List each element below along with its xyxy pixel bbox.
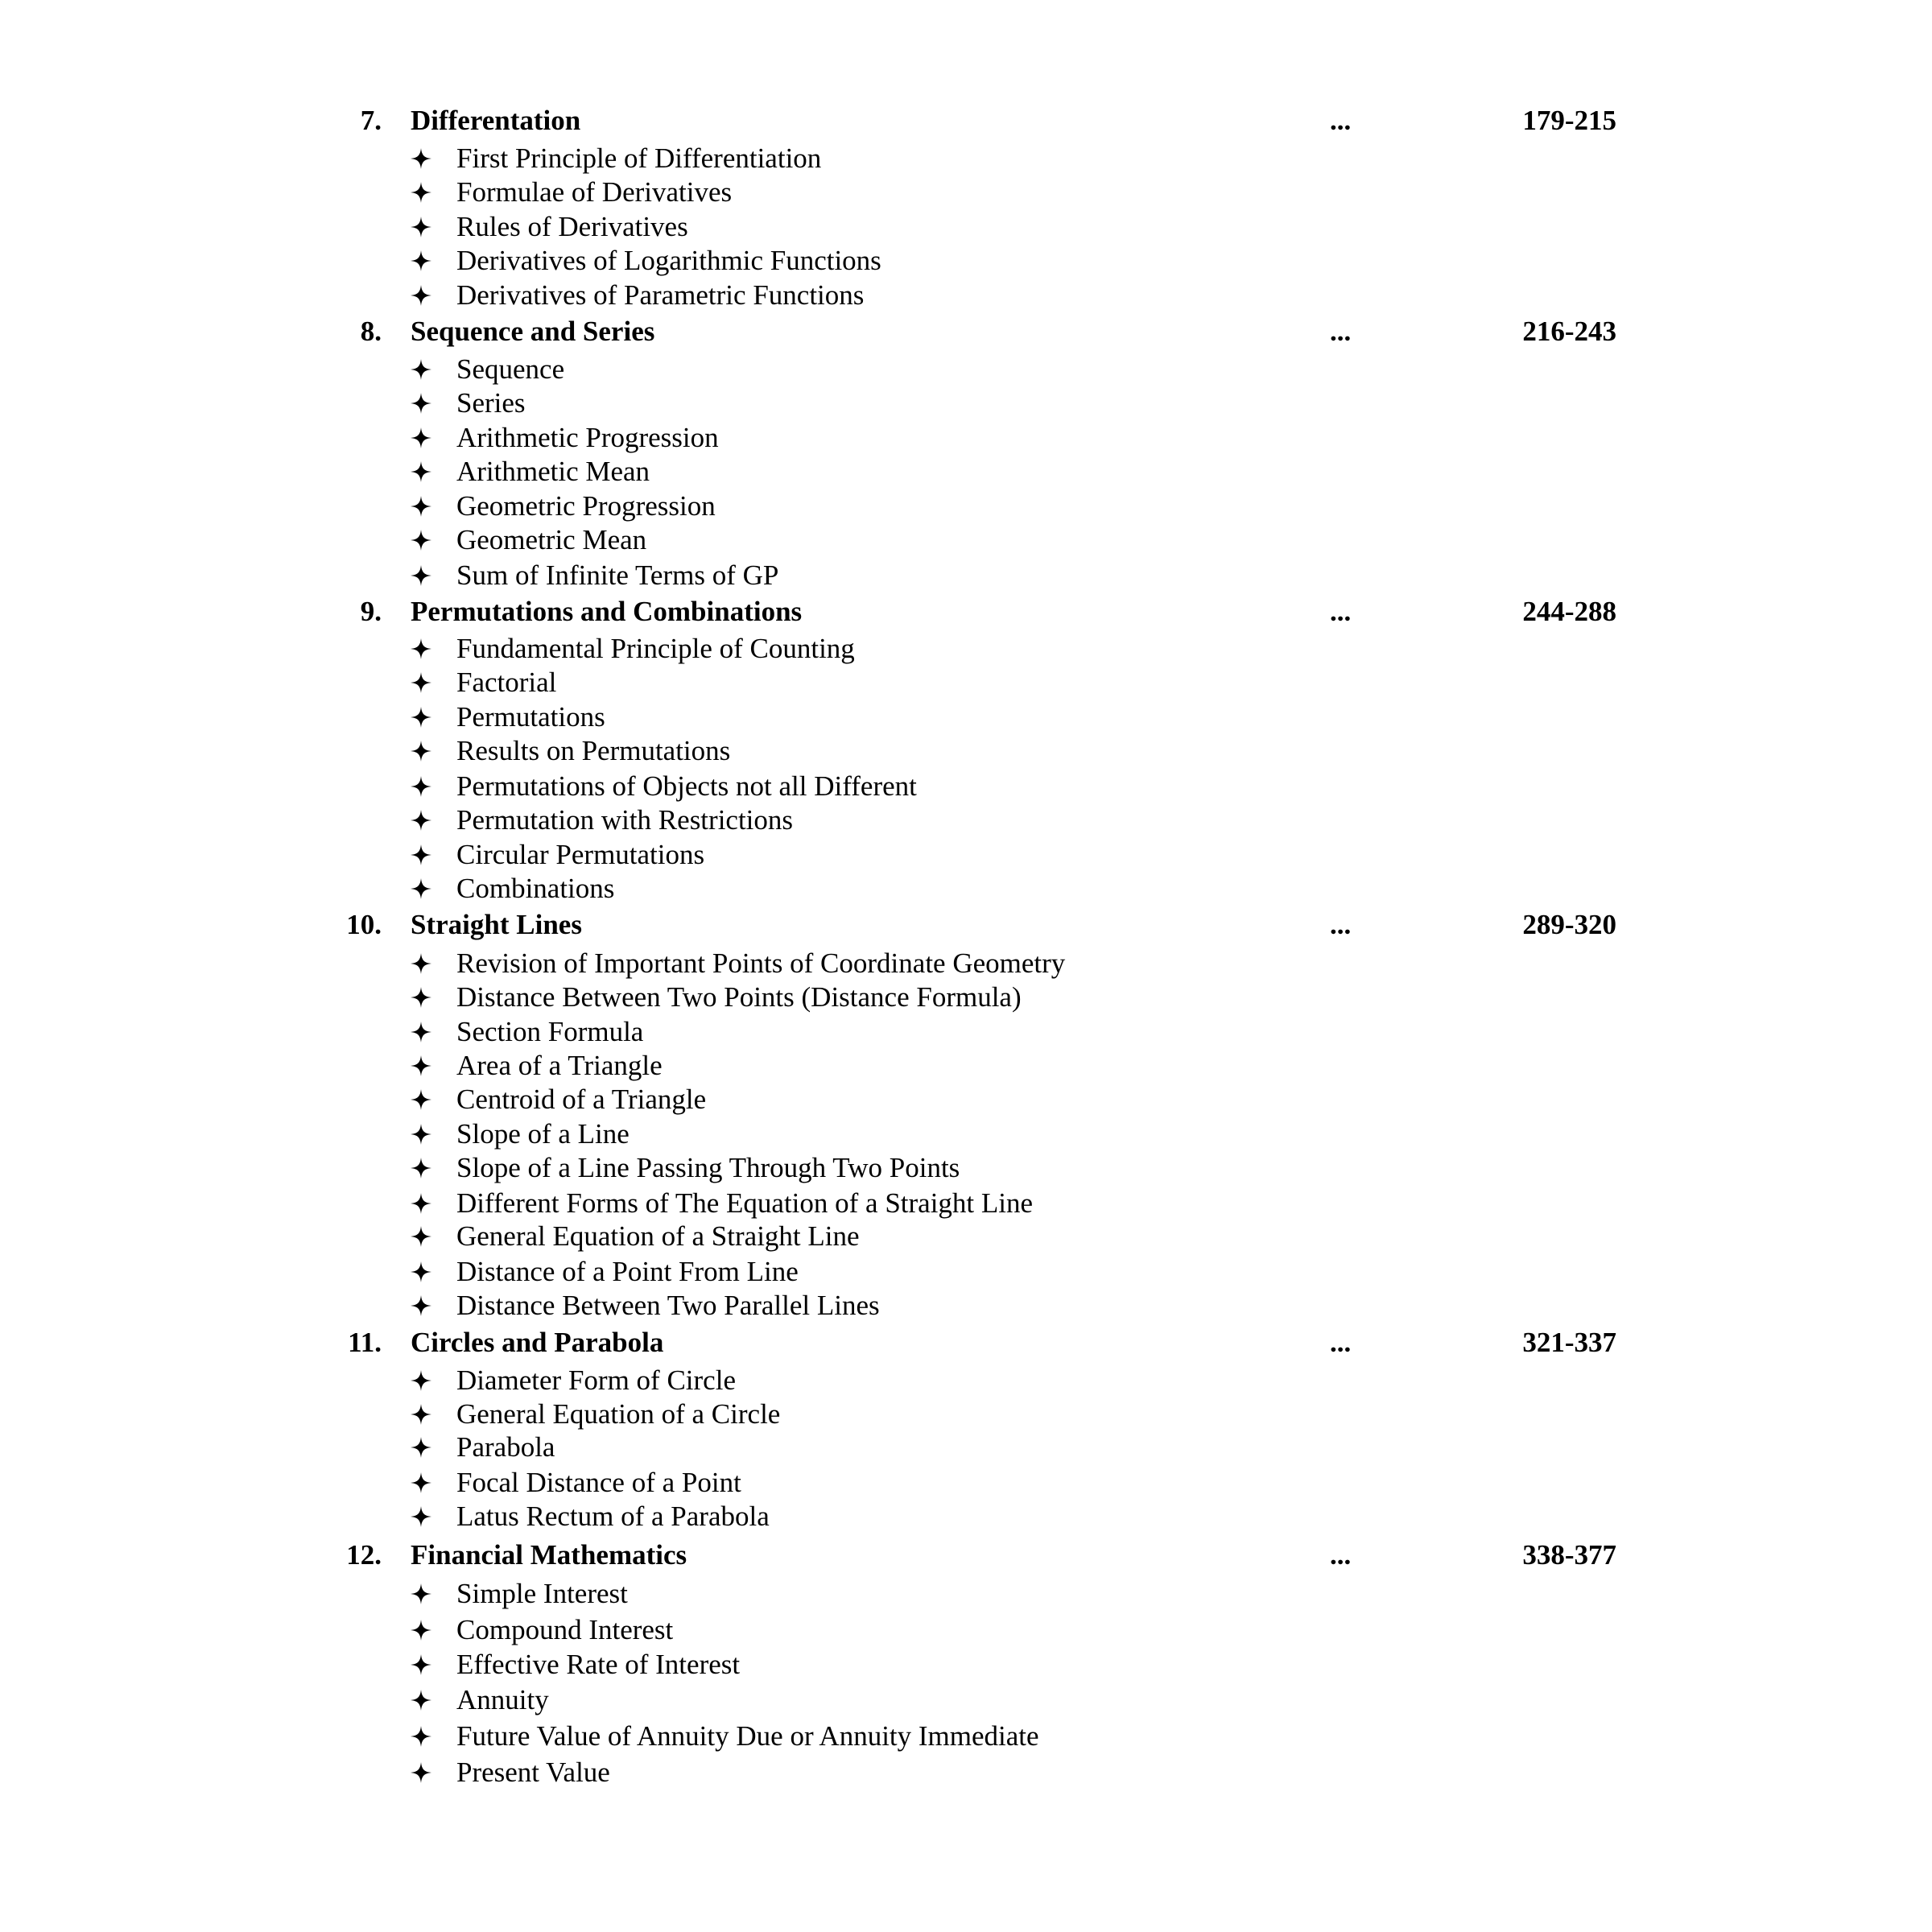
four-pointed-star-icon [411, 530, 431, 551]
chapter-title: Financial Mathematics [411, 1539, 687, 1571]
four-pointed-star-icon [411, 1295, 431, 1316]
four-pointed-star-icon [411, 672, 431, 693]
topic-list-item[interactable] [0, 837, 1932, 873]
four-pointed-star-icon [411, 454, 435, 489]
topic-label: Latus Rectum of a Parabola [456, 1501, 770, 1532]
topic-list-item[interactable] [0, 209, 1932, 245]
topic-list-item[interactable] [0, 1465, 1932, 1501]
four-pointed-star-icon [411, 733, 435, 769]
topic-list-item[interactable] [0, 352, 1932, 387]
four-pointed-star-icon [411, 1690, 431, 1711]
chapter-page-range: 321-337 [1522, 1327, 1616, 1358]
four-pointed-star-icon [411, 987, 431, 1008]
chapter-heading-row-9[interactable] [0, 594, 1932, 630]
topic-label: Focal Distance of a Point [456, 1467, 741, 1498]
topic-label: Fundamental Principle of Counting [456, 633, 855, 664]
chapter-number: 9. [360, 596, 382, 627]
four-pointed-star-icon [411, 352, 435, 387]
topic-label: Sum of Infinite Terms of GP [456, 559, 779, 591]
four-pointed-star-icon [411, 1404, 431, 1425]
four-pointed-star-icon [411, 427, 431, 448]
topic-label: Formulae of Derivatives [456, 176, 733, 208]
four-pointed-star-icon [411, 1117, 435, 1152]
topic-list-item[interactable] [0, 803, 1932, 838]
topic-label: Slope of a Line [456, 1118, 630, 1150]
four-pointed-star-icon [411, 1430, 435, 1465]
topic-list-item[interactable] [0, 1397, 1932, 1432]
topic-label: Geometric Mean [456, 524, 647, 555]
chapter-page-range: 244-288 [1522, 596, 1616, 627]
topic-label: Sequence [456, 353, 565, 385]
topic-label: General Equation of a Straight Line [456, 1220, 860, 1252]
chapter-heading-row-8[interactable] [0, 314, 1932, 349]
four-pointed-star-icon [411, 665, 435, 700]
topic-list-item[interactable] [0, 980, 1932, 1015]
four-pointed-star-icon [411, 217, 431, 237]
chapter-number: 7. [360, 105, 382, 136]
four-pointed-star-icon [411, 741, 431, 762]
four-pointed-star-icon [411, 707, 431, 728]
four-pointed-star-icon [411, 1576, 435, 1612]
chapter-number: 10. [346, 909, 382, 940]
four-pointed-star-icon [411, 1583, 431, 1604]
four-pointed-star-icon [411, 776, 431, 797]
four-pointed-star-icon [411, 182, 431, 203]
topic-list-item[interactable] [0, 1647, 1932, 1682]
topic-list-item[interactable] [0, 946, 1932, 981]
four-pointed-star-icon [411, 1193, 431, 1214]
topic-list-item[interactable] [0, 1576, 1932, 1612]
topic-label: Results on Permutations [456, 735, 731, 766]
four-pointed-star-icon [411, 1726, 431, 1747]
four-pointed-star-icon [411, 496, 431, 517]
four-pointed-star-icon [411, 420, 435, 456]
chapter-title: Permutations and Combinations [411, 596, 803, 627]
four-pointed-star-icon [411, 1261, 431, 1282]
topic-list-item[interactable] [0, 631, 1932, 667]
four-pointed-star-icon [411, 175, 435, 210]
four-pointed-star-icon [411, 871, 435, 906]
four-pointed-star-icon [411, 878, 431, 899]
topic-label: Derivatives of Parametric Functions [456, 279, 865, 311]
four-pointed-star-icon [411, 1499, 435, 1534]
topic-list-item[interactable] [0, 871, 1932, 906]
four-pointed-star-icon [411, 565, 431, 586]
four-pointed-star-icon [411, 461, 431, 482]
four-pointed-star-icon [411, 1254, 435, 1290]
topic-label: Centroid of a Triangle [456, 1084, 707, 1115]
four-pointed-star-icon [411, 803, 435, 838]
four-pointed-star-icon [411, 522, 435, 558]
topic-list-item[interactable] [0, 1363, 1932, 1398]
chapter-number: 11. [348, 1327, 382, 1358]
four-pointed-star-icon [411, 1437, 431, 1458]
four-pointed-star-icon [411, 1219, 435, 1254]
four-pointed-star-icon [411, 1055, 431, 1076]
topic-label: Distance Between Two Parallel Lines [456, 1290, 880, 1321]
topic-label: Factorial [456, 667, 557, 698]
topic-label: Diameter Form of Circle [456, 1364, 736, 1396]
topic-list-item[interactable] [0, 175, 1932, 210]
topic-label: Arithmetic Progression [456, 422, 719, 453]
four-pointed-star-icon [411, 141, 435, 176]
topic-list-item[interactable] [0, 420, 1932, 456]
four-pointed-star-icon [411, 1755, 435, 1790]
topic-list-item[interactable] [0, 1014, 1932, 1050]
topic-label: Section Formula [456, 1016, 644, 1047]
four-pointed-star-icon [411, 1472, 431, 1493]
topic-label: Combinations [456, 873, 615, 904]
four-pointed-star-icon [411, 1506, 431, 1527]
topic-list-item[interactable] [0, 1186, 1932, 1221]
leader-dots: ... [1330, 1327, 1352, 1358]
four-pointed-star-icon [411, 1654, 431, 1675]
four-pointed-star-icon [411, 278, 435, 313]
chapter-title: Circles and Parabola [411, 1327, 664, 1358]
topic-label: Future Value of Annuity Due or Annuity Immediate [456, 1720, 1039, 1752]
four-pointed-star-icon [411, 844, 431, 865]
topic-label: Permutations of Objects not all Different [456, 770, 917, 802]
topic-label: Annuity [456, 1684, 549, 1715]
topic-label: Arithmetic Mean [456, 456, 650, 487]
chapter-page-range: 289-320 [1522, 909, 1616, 940]
chapter-heading-row-7[interactable] [0, 103, 1932, 138]
topic-list-item[interactable] [0, 558, 1932, 593]
topic-list-item[interactable] [0, 489, 1932, 524]
four-pointed-star-icon [411, 1719, 435, 1754]
topic-list-item[interactable] [0, 1755, 1932, 1790]
four-pointed-star-icon [411, 953, 431, 974]
topic-label: Effective Rate of Interest [456, 1649, 741, 1680]
four-pointed-star-icon [411, 1226, 431, 1247]
chapter-number: 12. [346, 1539, 382, 1571]
four-pointed-star-icon [411, 209, 435, 245]
chapter-title: Straight Lines [411, 909, 582, 940]
four-pointed-star-icon [411, 1363, 435, 1398]
topic-label: Slope of a Line Passing Through Two Points [456, 1152, 960, 1183]
chapter-page-range: 179-215 [1522, 105, 1616, 136]
topic-label: Series [456, 387, 526, 419]
topic-list-item[interactable] [0, 1288, 1932, 1323]
topic-list-item[interactable] [0, 1499, 1932, 1534]
topic-label: Permutations [456, 701, 605, 733]
chapter-page-range: 338-377 [1522, 1539, 1616, 1571]
topic-list-item[interactable] [0, 1082, 1932, 1117]
leader-dots: ... [1330, 105, 1352, 136]
topic-label: Different Forms of The Equation of a Straight Line [456, 1187, 1034, 1219]
topic-list-item[interactable] [0, 1612, 1932, 1648]
four-pointed-star-icon [411, 1647, 435, 1682]
chapter-title: Differentation [411, 105, 581, 136]
topic-list-item[interactable] [0, 733, 1932, 769]
four-pointed-star-icon [411, 285, 431, 306]
leader-dots: ... [1330, 316, 1352, 347]
four-pointed-star-icon [411, 250, 431, 271]
four-pointed-star-icon [411, 837, 435, 873]
four-pointed-star-icon [411, 1682, 435, 1718]
topic-list-item[interactable] [0, 278, 1932, 313]
four-pointed-star-icon [411, 1465, 435, 1501]
chapter-number: 8. [360, 316, 382, 347]
leader-dots: ... [1330, 1539, 1352, 1571]
four-pointed-star-icon [411, 980, 435, 1015]
four-pointed-star-icon [411, 359, 431, 380]
topic-list-item[interactable] [0, 386, 1932, 421]
four-pointed-star-icon [411, 1082, 435, 1117]
topic-label: Compound Interest [456, 1614, 674, 1645]
topic-list-item[interactable] [0, 1254, 1932, 1290]
four-pointed-star-icon [411, 393, 431, 414]
chapter-heading-row-10[interactable] [0, 907, 1932, 943]
four-pointed-star-icon [411, 1022, 431, 1042]
topic-label: Parabola [456, 1431, 555, 1463]
topic-label: Present Value [456, 1757, 610, 1788]
chapter-heading-row-12[interactable] [0, 1538, 1932, 1573]
four-pointed-star-icon [411, 148, 431, 169]
four-pointed-star-icon [411, 769, 435, 804]
topic-list-item[interactable] [0, 1150, 1932, 1186]
topic-label: Geometric Progression [456, 490, 716, 522]
four-pointed-star-icon [411, 386, 435, 421]
topic-label: Distance of a Point From Line [456, 1256, 799, 1287]
topic-label: Distance Between Two Points (Distance Formula) [456, 981, 1022, 1013]
four-pointed-star-icon [411, 810, 431, 831]
four-pointed-star-icon [411, 558, 435, 593]
topic-list-item[interactable] [0, 141, 1932, 176]
four-pointed-star-icon [411, 1150, 435, 1186]
topic-label: Circular Permutations [456, 839, 705, 870]
topic-list-item[interactable] [0, 1219, 1932, 1254]
four-pointed-star-icon [411, 1762, 431, 1783]
four-pointed-star-icon [411, 489, 435, 524]
topic-label: General Equation of a Circle [456, 1398, 781, 1430]
topic-list-item[interactable] [0, 700, 1932, 735]
topic-list-item[interactable] [0, 665, 1932, 700]
topic-list-item[interactable] [0, 1719, 1932, 1754]
leader-dots: ... [1330, 909, 1352, 940]
topic-list-item[interactable] [0, 522, 1932, 558]
topic-label: Revision of Important Points of Coordinate Geometry [456, 947, 1066, 979]
four-pointed-star-icon [411, 1397, 435, 1432]
four-pointed-star-icon [411, 1014, 435, 1050]
topic-list-item[interactable] [0, 243, 1932, 279]
four-pointed-star-icon [411, 1288, 435, 1323]
four-pointed-star-icon [411, 1048, 435, 1084]
four-pointed-star-icon [411, 1158, 431, 1179]
four-pointed-star-icon [411, 700, 435, 735]
four-pointed-star-icon [411, 638, 431, 659]
four-pointed-star-icon [411, 1370, 431, 1391]
chapter-title: Sequence and Series [411, 316, 655, 347]
topic-list-item[interactable] [0, 769, 1932, 804]
four-pointed-star-icon [411, 1612, 435, 1648]
four-pointed-star-icon [411, 1186, 435, 1221]
four-pointed-star-icon [411, 1124, 431, 1145]
topic-label: Area of a Triangle [456, 1050, 663, 1081]
topic-list-item[interactable] [0, 1682, 1932, 1718]
topic-label: Rules of Derivatives [456, 211, 688, 242]
four-pointed-star-icon [411, 1089, 431, 1110]
topic-list-item[interactable] [0, 1430, 1932, 1465]
topic-list-item[interactable] [0, 454, 1932, 489]
topic-list-item[interactable] [0, 1117, 1932, 1152]
leader-dots: ... [1330, 596, 1352, 627]
chapter-heading-row-11[interactable] [0, 1325, 1932, 1360]
topic-label: Simple Interest [456, 1578, 628, 1609]
topic-label: Permutation with Restrictions [456, 804, 794, 836]
four-pointed-star-icon [411, 243, 435, 279]
four-pointed-star-icon [411, 946, 435, 981]
topic-label: First Principle of Differentiation [456, 142, 822, 174]
four-pointed-star-icon [411, 631, 435, 667]
chapter-page-range: 216-243 [1522, 316, 1616, 347]
topic-list-item[interactable] [0, 1048, 1932, 1084]
four-pointed-star-icon [411, 1620, 431, 1641]
topic-label: Derivatives of Logarithmic Functions [456, 245, 881, 276]
